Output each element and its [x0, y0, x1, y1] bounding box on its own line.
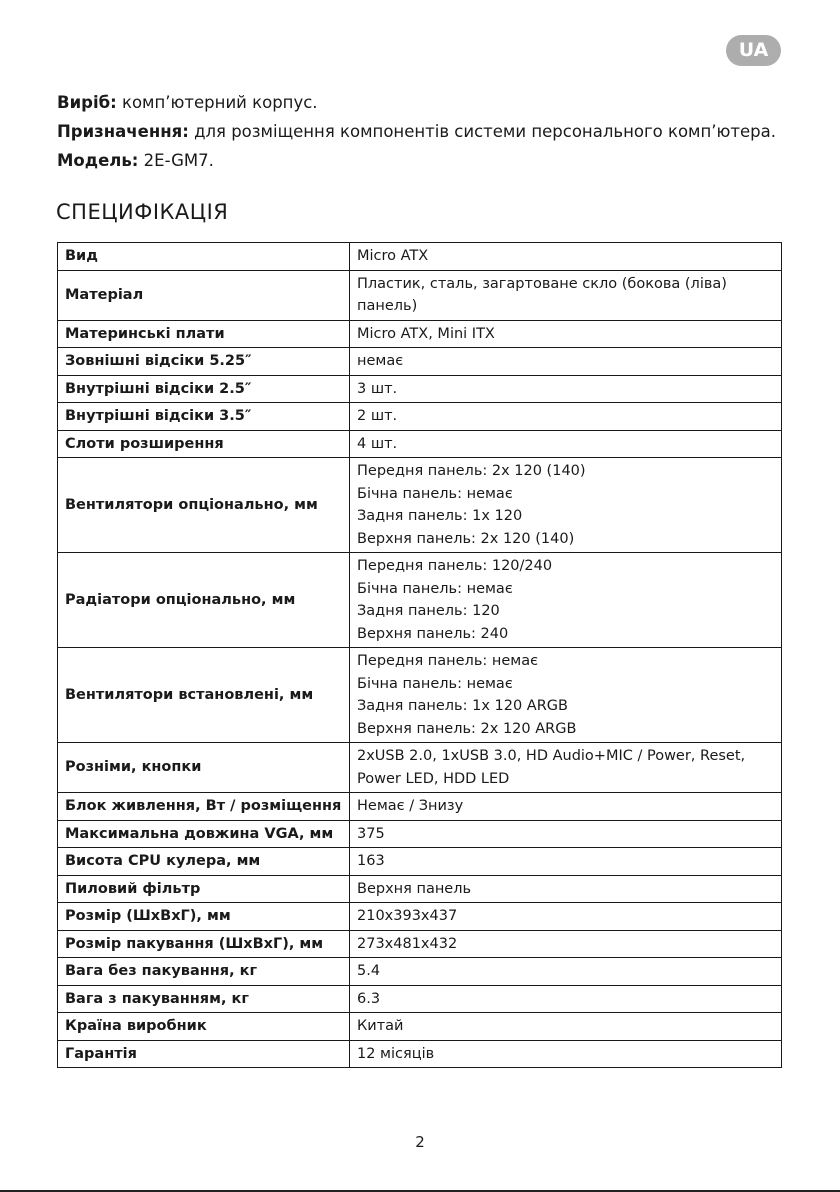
table-row — [58, 430, 782, 458]
spec-value: 4 шт. — [350, 430, 782, 458]
spec-value: Верхня панель — [350, 875, 782, 903]
spec-value: Micro ATX — [350, 243, 782, 271]
table-row — [58, 553, 782, 648]
spec-value: 3 шт. — [350, 375, 782, 403]
product-intro — [57, 88, 776, 175]
spec-value: 12 місяців — [350, 1040, 782, 1068]
table-row — [58, 458, 782, 553]
spec-table-body — [58, 243, 782, 1068]
table-row — [58, 985, 782, 1013]
intro-label: Виріб: — [57, 93, 117, 112]
spec-key: Вентилятори встановлені, мм — [58, 648, 350, 743]
spec-key: Розніми, кнопки — [58, 743, 350, 793]
table-row — [58, 848, 782, 876]
table-row — [58, 375, 782, 403]
spec-key: Вага з пакуванням, кг — [58, 985, 350, 1013]
intro-value: для розміщення компонентів системи персонального комп’ютера. — [194, 122, 777, 141]
spec-key: Гарантія — [58, 1040, 350, 1068]
intro-line-purpose — [57, 117, 776, 146]
spec-key: Розмір пакування (ШхВхГ), мм — [58, 930, 350, 958]
spec-table — [57, 242, 782, 1068]
spec-key: Максимальна довжина VGA, мм — [58, 820, 350, 848]
spec-key: Країна виробник — [58, 1013, 350, 1041]
spec-value: Micro ATX, Mini ITX — [350, 320, 782, 348]
spec-key: Материнські плати — [58, 320, 350, 348]
spec-key: Радіатори опціонально, мм — [58, 553, 350, 648]
spec-value: Пластик, сталь, загартоване скло (бокова (ліва) панель) — [350, 270, 782, 320]
table-row — [58, 903, 782, 931]
table-row — [58, 648, 782, 743]
spec-key: Вид — [58, 243, 350, 271]
intro-line-model — [57, 146, 776, 175]
table-row — [58, 1013, 782, 1041]
spec-key: Матеріал — [58, 270, 350, 320]
spec-key: Пиловий фільтр — [58, 875, 350, 903]
spec-key: Внутрішні відсіки 3.5″ — [58, 403, 350, 431]
spec-value: 5.4 — [350, 958, 782, 986]
page-number: 2 — [415, 1133, 425, 1151]
table-row — [58, 958, 782, 986]
spec-key: Внутрішні відсіки 2.5″ — [58, 375, 350, 403]
table-row — [58, 820, 782, 848]
spec-key: Вентилятори опціонально, мм — [58, 458, 350, 553]
spec-value: Передня панель: 120/240 Бічна панель: немає Задня панель: 120 Верхня панель: 240 — [350, 553, 782, 648]
spec-value: 2xUSB 2.0, 1xUSB 3.0, HD Audio+MIC / Power, Reset, Power LED, HDD LED — [350, 743, 782, 793]
intro-line-product — [57, 88, 776, 117]
spec-title: СПЕЦИФІКАЦІЯ — [56, 200, 229, 224]
spec-value: 210x393x437 — [350, 903, 782, 931]
table-row — [58, 743, 782, 793]
spec-key: Слоти розширення — [58, 430, 350, 458]
spec-value: 273x481x432 — [350, 930, 782, 958]
intro-label: Модель: — [57, 151, 139, 170]
table-row — [58, 270, 782, 320]
spec-key: Розмір (ШхВхГ), мм — [58, 903, 350, 931]
intro-label: Призначення: — [57, 122, 189, 141]
spec-value: 163 — [350, 848, 782, 876]
table-row — [58, 1040, 782, 1068]
spec-value: Китай — [350, 1013, 782, 1041]
spec-value: Немає / Знизу — [350, 793, 782, 821]
spec-key: Вага без пакування, кг — [58, 958, 350, 986]
spec-value: Передня панель: немає Бічна панель: немає Задня панель: 1x 120 ARGB Верхня панель: 2x 120 ARGB — [350, 648, 782, 743]
table-row — [58, 243, 782, 271]
table-row — [58, 793, 782, 821]
spec-key: Блок живлення, Вт / розміщення — [58, 793, 350, 821]
table-row — [58, 875, 782, 903]
intro-value: комп’ютерний корпус. — [121, 93, 318, 112]
spec-value: 6.3 — [350, 985, 782, 1013]
table-row — [58, 320, 782, 348]
language-badge: UA — [726, 35, 781, 66]
intro-value: 2E-GM7. — [143, 151, 214, 170]
table-row — [58, 403, 782, 431]
spec-value: немає — [350, 348, 782, 376]
table-row — [58, 930, 782, 958]
table-row — [58, 348, 782, 376]
spec-value: 375 — [350, 820, 782, 848]
spec-key: Висота CPU кулера, мм — [58, 848, 350, 876]
spec-value: 2 шт. — [350, 403, 782, 431]
spec-key: Зовнішні відсіки 5.25″ — [58, 348, 350, 376]
spec-value: Передня панель: 2x 120 (140) Бічна панель: немає Задня панель: 1x 120 Верхня панель: 2x 120 (140) — [350, 458, 782, 553]
